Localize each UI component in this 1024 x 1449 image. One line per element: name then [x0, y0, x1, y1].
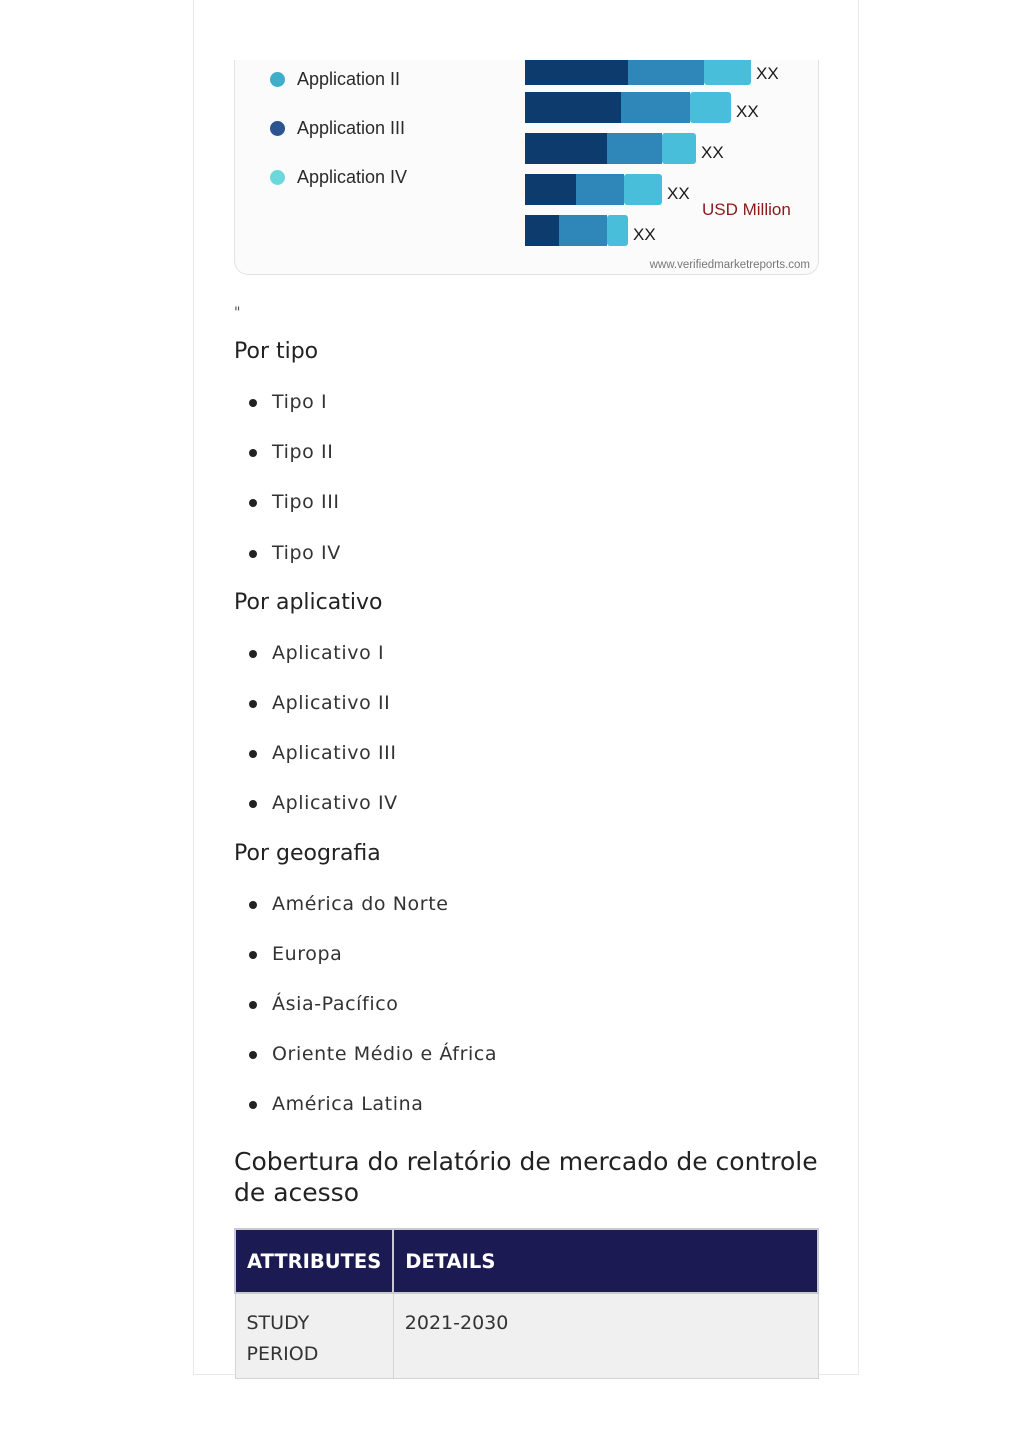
- stray-quote: ": [234, 305, 241, 321]
- list-item: Oriente Médio e África: [234, 1040, 819, 1090]
- bar-segment: [559, 215, 607, 246]
- list-item: Tipo III: [234, 488, 819, 538]
- table-header-attributes: ATTRIBUTES: [235, 1229, 393, 1293]
- legend-label: Application II: [297, 68, 401, 89]
- bar-segment: [525, 174, 576, 205]
- section-heading-application: Por aplicativo: [234, 589, 383, 615]
- watermark: www.verifiedmarketreports.com: [649, 259, 810, 271]
- bar-segment: [607, 215, 628, 246]
- bar-segment: [525, 92, 621, 123]
- bar-segment: [525, 60, 628, 85]
- section-heading-type: Por tipo: [234, 339, 319, 364]
- bar-group: [525, 92, 759, 123]
- table-header-details: DETAILS: [393, 1229, 818, 1293]
- bar-data-label: XX: [667, 184, 690, 203]
- bar-segment: [662, 133, 696, 164]
- list-item: Aplicativo III: [234, 739, 819, 789]
- bar-group: [525, 60, 779, 85]
- table-row: [235, 1293, 818, 1379]
- list-item: Ásia-Pacífico: [234, 990, 819, 1040]
- table-cell-detail: 2021-2030: [393, 1293, 818, 1379]
- bar-segment: [690, 92, 731, 123]
- bar-segment: [621, 92, 690, 123]
- legend-label: Application IV: [297, 166, 408, 187]
- list-item: Europa: [234, 940, 819, 990]
- geography-list: [234, 890, 819, 1141]
- market-chart-image: [234, 60, 819, 275]
- bar-data-label: XX: [756, 64, 779, 83]
- bar-data-label: XX: [736, 102, 759, 121]
- bar-group: [525, 133, 724, 164]
- list-item: América Latina: [234, 1090, 819, 1140]
- bar-segment: [525, 133, 607, 164]
- bar-data-label: XX: [701, 143, 724, 162]
- list-item: Aplicativo I: [234, 639, 819, 689]
- table-cell-attribute: STUDY PERIOD: [235, 1293, 393, 1379]
- stacked-bar-chart: [235, 60, 819, 275]
- list-item: Aplicativo IV: [234, 789, 819, 839]
- legend-label: Application III: [297, 117, 406, 138]
- bar-data-label: XX: [633, 225, 656, 244]
- table-header-row: [235, 1229, 818, 1293]
- bar-segment: [525, 215, 559, 246]
- report-coverage-title: Cobertura do relatório de mercado de controle de acesso: [234, 1147, 818, 1208]
- bar-segment: [607, 133, 662, 164]
- main-content: [234, 298, 819, 1379]
- bar-segment: [576, 174, 624, 205]
- bar-group: [525, 215, 656, 246]
- list-item: América do Norte: [234, 890, 819, 940]
- list-item: Tipo II: [234, 438, 819, 488]
- list-item: Tipo IV: [234, 539, 819, 589]
- section-heading-geography: Por geografia: [234, 840, 381, 866]
- bar-segment: [704, 60, 751, 85]
- bar-group: [525, 174, 690, 205]
- bar-segment: [628, 60, 704, 85]
- list-item: Tipo I: [234, 388, 819, 438]
- list-item: Aplicativo II: [234, 689, 819, 739]
- unit-label: USD Million: [702, 200, 791, 219]
- type-list: [234, 388, 819, 589]
- coverage-table: [234, 1228, 819, 1379]
- bar-segment: [624, 174, 662, 205]
- application-list: [234, 639, 819, 840]
